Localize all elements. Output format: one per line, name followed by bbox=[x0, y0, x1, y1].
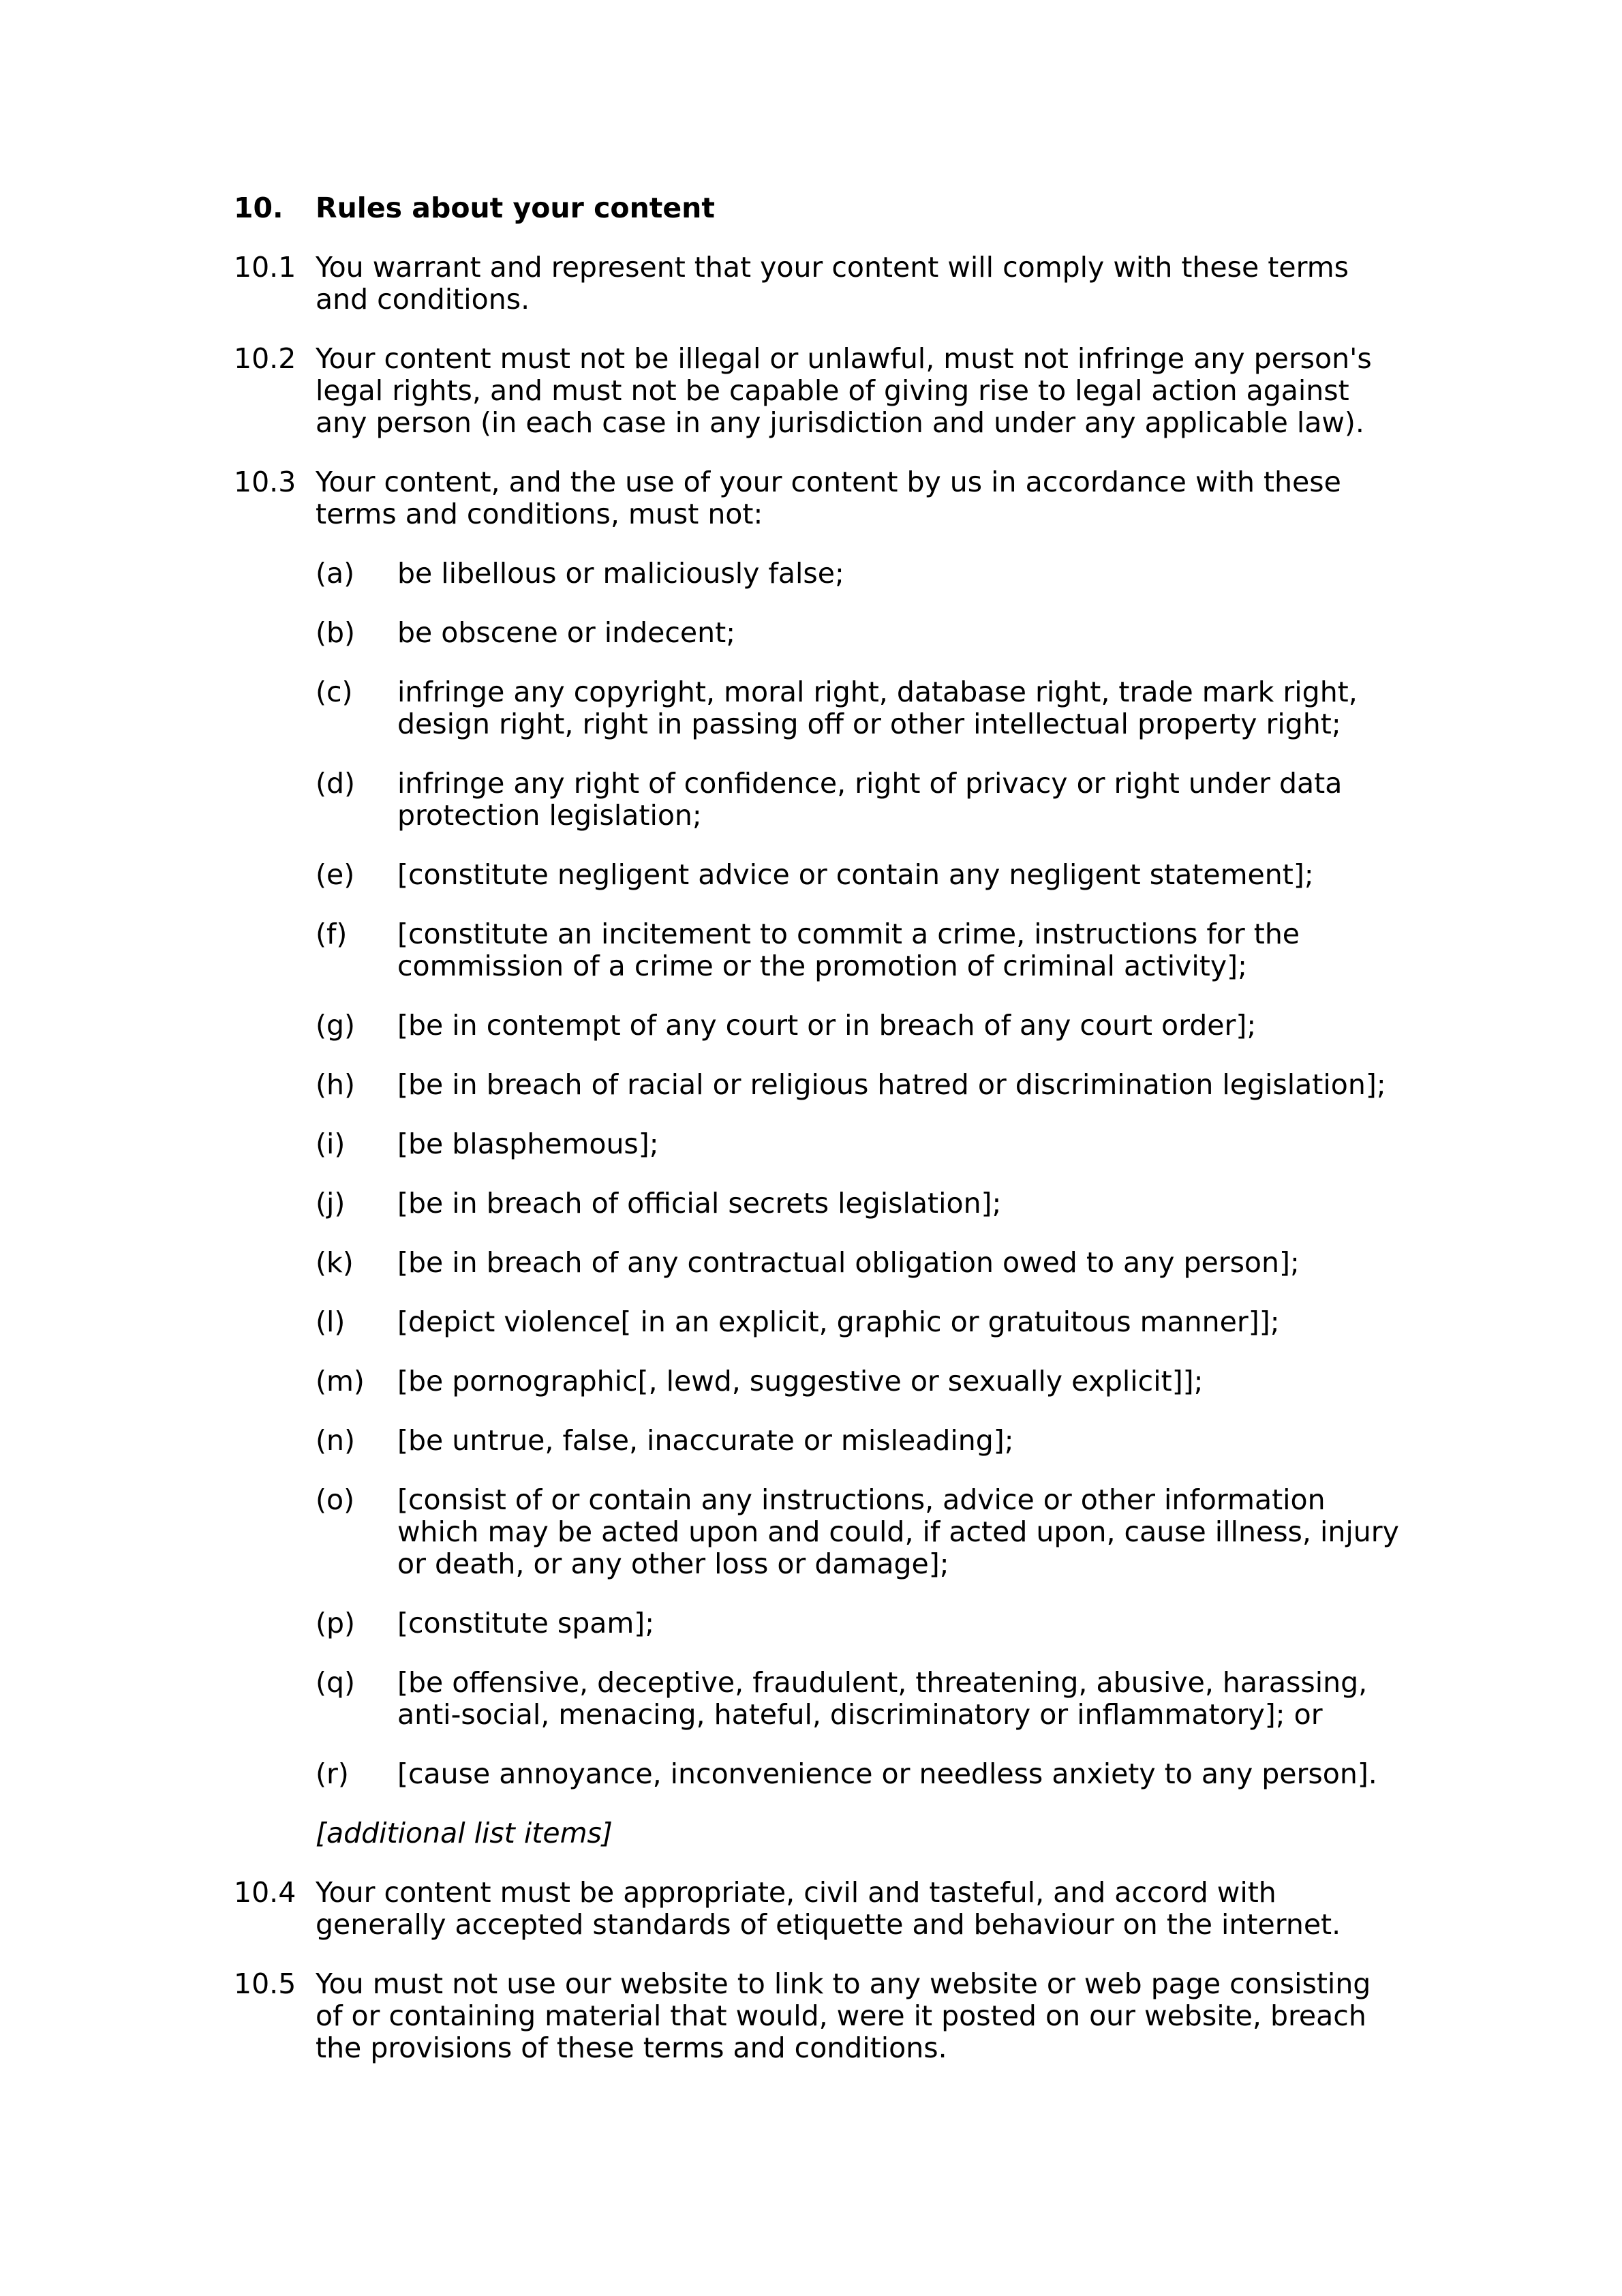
list-item bbox=[316, 1010, 1406, 1042]
list-item bbox=[316, 1306, 1406, 1338]
list-item-text: infringe any copyright, moral right, database right, trade mark right, design right, right in passing off or other intellectual property right; bbox=[397, 676, 1358, 740]
list-item-letter: (c) bbox=[316, 676, 353, 708]
list-item-text: [be untrue, false, inaccurate or misleading]; bbox=[397, 1424, 1014, 1457]
clause-10-4 bbox=[234, 1877, 1406, 1941]
clause-10-5 bbox=[234, 1968, 1406, 2064]
list-item bbox=[316, 676, 1406, 740]
list-item bbox=[316, 1425, 1406, 1457]
list-item-text: [be blasphemous]; bbox=[397, 1128, 659, 1160]
list-item-letter: (k) bbox=[316, 1246, 354, 1279]
clause-number: 10.5 bbox=[234, 1967, 296, 2000]
list-item bbox=[316, 1607, 1406, 1640]
list-item bbox=[316, 1128, 1406, 1160]
list-item bbox=[316, 768, 1406, 832]
section-number: 10. bbox=[234, 192, 284, 224]
list-item-text: [be in breach of official secrets legislation]; bbox=[397, 1187, 1002, 1220]
list-item-text: [cause annoyance, inconvenience or needless anxiety to any person]. bbox=[397, 1757, 1377, 1790]
list-item bbox=[316, 918, 1406, 982]
list-item-text: be libellous or maliciously false; bbox=[397, 557, 844, 590]
clause-number: 10.1 bbox=[234, 251, 296, 284]
list-item bbox=[316, 1758, 1406, 1790]
clause-number: 10.4 bbox=[234, 1876, 296, 1909]
list-item-letter: (l) bbox=[316, 1305, 346, 1338]
list-item-text: [be in contempt of any court or in breach of any court order]; bbox=[397, 1009, 1257, 1042]
list-item bbox=[316, 859, 1406, 891]
list-item-text: be obscene or indecent; bbox=[397, 616, 736, 649]
section-heading bbox=[234, 192, 1406, 224]
list-item-text: [be in breach of racial or religious hatred or discrimination legislation]; bbox=[397, 1068, 1386, 1101]
list-item-letter: (p) bbox=[316, 1607, 356, 1640]
list-item-text: [depict violence[ in an explicit, graphic or gratuitous manner]]; bbox=[397, 1305, 1280, 1338]
list-item bbox=[316, 1069, 1406, 1101]
list-item-letter: (m) bbox=[316, 1365, 365, 1398]
list-item-text: [be pornographic[, lewd, suggestive or sexually explicit]]; bbox=[397, 1365, 1204, 1398]
clause-text: Your content must not be illegal or unlawful, must not infringe any person's legal rights, and must not be capable of giving rise to legal action against any person (in each case in any jurisdiction and under any applicable law). bbox=[316, 342, 1372, 439]
list-item-text: [constitute an incitement to commit a crime, instructions for the commission of a crime or the promotion of criminal activity]; bbox=[397, 918, 1300, 982]
clause-text: Your content, and the use of your content by us in accordance with these terms and conditions, must not: bbox=[316, 466, 1341, 530]
clause-text: You must not use our website to link to any website or web page consisting of or containing material that would, were it posted on our website, breach the provisions of these terms and conditions. bbox=[316, 1967, 1371, 2064]
list-item-letter: (f) bbox=[316, 918, 348, 950]
list-item-letter: (a) bbox=[316, 557, 355, 590]
document-body bbox=[234, 192, 1406, 2091]
list-item-text: [be in breach of any contractual obligation owed to any person]; bbox=[397, 1246, 1300, 1279]
list-item-text: [constitute negligent advice or contain any negligent statement]; bbox=[397, 858, 1314, 891]
list-item-letter: (r) bbox=[316, 1757, 349, 1790]
clause-10-3-list bbox=[234, 558, 1406, 1790]
list-item bbox=[316, 1188, 1406, 1220]
list-item-letter: (q) bbox=[316, 1666, 356, 1699]
clause-text: You warrant and represent that your content will comply with these terms and conditions. bbox=[316, 251, 1349, 316]
list-item-text: [be offensive, deceptive, fraudulent, threatening, abusive, harassing, anti-social, menacing, hateful, discriminatory or inflammatory]; or bbox=[397, 1666, 1368, 1731]
clause-10-2 bbox=[234, 343, 1406, 439]
section-title: Rules about your content bbox=[316, 192, 715, 224]
list-item-text: [consist of or contain any instructions, advice or other information which may be acted upon and could, if acted upon, cause illness, injury or death, or any other loss or damage]; bbox=[397, 1483, 1399, 1580]
list-item bbox=[316, 617, 1406, 649]
list-item-text: [constitute spam]; bbox=[397, 1607, 655, 1640]
list-item-letter: (i) bbox=[316, 1128, 346, 1160]
clause-number: 10.2 bbox=[234, 342, 296, 375]
list-item bbox=[316, 1484, 1406, 1580]
list-item bbox=[316, 1365, 1406, 1398]
clause-text: Your content must be appropriate, civil and tasteful, and accord with generally accepted standards of etiquette and behaviour on the internet. bbox=[316, 1876, 1341, 1941]
list-item-letter: (h) bbox=[316, 1068, 355, 1101]
list-item-letter: (j) bbox=[316, 1187, 346, 1220]
list-item bbox=[316, 1247, 1406, 1279]
list-item-letter: (d) bbox=[316, 767, 356, 800]
clause-10-1 bbox=[234, 252, 1406, 316]
clause-10-3 bbox=[234, 466, 1406, 530]
clause-number: 10.3 bbox=[234, 466, 296, 498]
list-item-letter: (n) bbox=[316, 1424, 355, 1457]
list-item-letter: (g) bbox=[316, 1009, 356, 1042]
list-item-letter: (b) bbox=[316, 616, 356, 649]
list-item-text: infringe any right of confidence, right of privacy or right under data protection legislation; bbox=[397, 767, 1343, 832]
list-item bbox=[316, 558, 1406, 590]
list-item-letter: (e) bbox=[316, 858, 355, 891]
list-item-letter: (o) bbox=[316, 1483, 355, 1516]
additional-items-note: [additional list items] bbox=[316, 1817, 613, 1849]
list-item bbox=[316, 1667, 1406, 1731]
